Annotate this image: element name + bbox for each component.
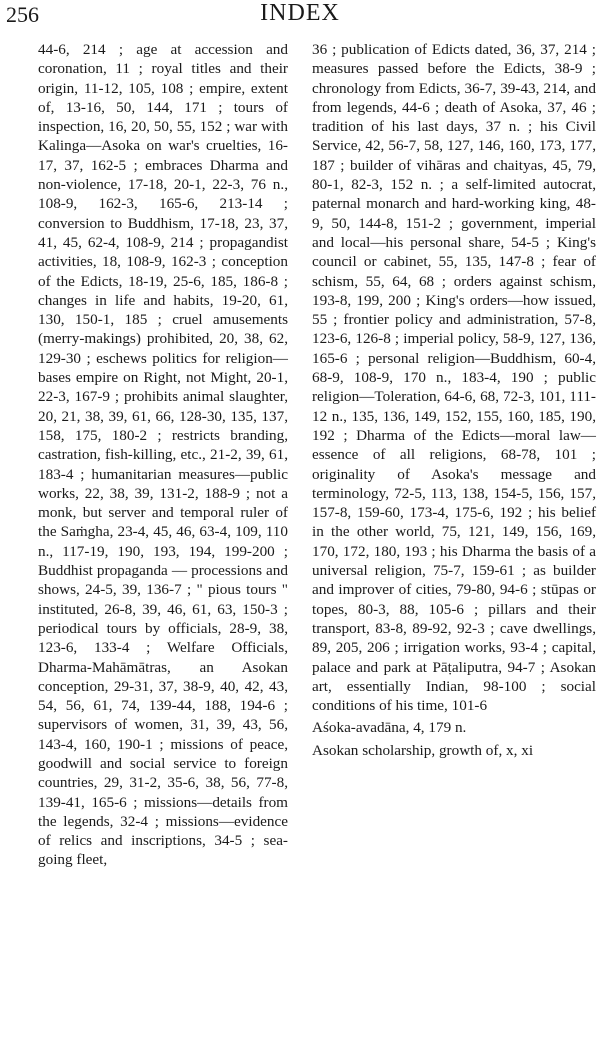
page-title: INDEX <box>260 0 340 26</box>
index-entry: Aśoka-avadāna, 4, 179 n. <box>312 719 467 737</box>
page-number: 256 <box>6 2 39 27</box>
page-header <box>0 0 600 34</box>
index-entry: Asokan scholarship, growth of, x, xi <box>312 741 534 759</box>
index-column-right <box>312 40 596 760</box>
index-entry-continuation: 44-6, 214 ; age at accession and coronation, 11 ; royal titles and their origin, 11-12, 105, 108 ; empire, extent of, 13-16, 50, 144, 171 ; tours of inspection, 16, 20, 50, 55, 152 ; war with Kalinga—Asoka on war's cruelties, 16-17, 37, 162-5 ; embraces Dharma and non-violence, 17-18, 20-1, 22-3, 76 n., 108-9, 162-3, 165-6, 213-14 ; conversion to Buddhism, 17-18, 23, 37, 41, 45, 62-4, 108-9, 214 ; propagandist activities, 18, 108-9, 162-3 ; conception of the Edicts, 18-19, 25-6, 185, 186-8 ; changes in life and habits, 19-20, 61, 130, 150-1, 185 ; cruel amusements (merry-makings) prohibited, 20, 38, 62, 129-30 ; eschews politics for religion—bases empire on Right, not Might, 20-1, 22-3, 167-9 ; prohibits animal slaughter, 20, 21, 38, 39, 61, 66, 128-30, 135, 137, 158, 175, 180-2 ; restricts branding, castration, fish-killing, etc., 21-2, 39, 61, 183-4 ; humanitarian measures—public works, 22, 38, 39, 131-2, 188-9 ; not a monk, but server and temporal ruler of the Saṁgha, 23-4, 45, 46, 63-4, 109, 110 n., 117-19, 190, 193, 194, 199-200 ; Buddhist propaganda — processions and shows, 24-5, 39, 136-7 ; " pious tours " instituted, 26-8, 39, 46, 61, 63, 150-3 ; periodical tours by officials, 28-9, 38, 123-6, 133-4 ; Welfare Officials, Dharma-Mahāmātras, an Asokan conception, 29-31, 37, 38-9, 40, 42, 43, 54, 56, 61, 74, 139-44, 188, 194-6 ; supervisors of women, 31, 39, 43, 56, 143-4, 160, 190-1 ; missions of peace, goodwill and social service to foreign countries, 29, 31-2, 35-6, 38, 56, 77-8, 139-41, 165-6 ; missions—details from the legends, 32-4 ; missions—evidence of relics and inscriptions, 34-5 ; sea-going fleet, <box>38 41 288 869</box>
index-entry-continuation: 36 ; publication of Edicts dated, 36, 37, 214 ; measures passed before the Edicts, 38-9 ; chronology from Edicts, 36-7, 39-43, 214, and from legends, 44-6 ; death of Asoka, 37, 46 ; tradition of his last days, 37 n. ; his Civil Service, 42, 56-7, 58, 127, 146, 160, 173, 177, 187 ; builder of vihāras and chaityas, 45, 79, 80-1, 82-3, 152 n. ; a self-limited autocrat, paternal monarch and hard-working king, 48-9, 50, 144-8, 151-2 ; government, imperial and local—his personal share, 54-5 ; King's council or cabinet, 55, 135, 147-8 ; fear of schism, 55, 64, 68 ; orders against schism, 193-8, 199, 200 ; King's orders—how issued, 55 ; frontier policy and administration, 57-8, 123-6, 126-8 ; imperial policy, 58-9, 127, 136, 165-6 ; personal religion—Buddhism, 60-4, 68-9, 108-9, 170 n., 183-4, 190 ; public religion—Toleration, 64-6, 68, 72-3, 101, 111-12 n., 135, 136, 149, 152, 155, 160, 185, 190, 192 ; Dharma of the Edicts—moral law—essence of all religions, 68-78, 101 ; originality of Asoka's message and terminology, 72-5, 113, 138, 154-5, 156, 157, 157-8, 159-60, 173-4, 175-6, 192 ; his belief in the other world, 75, 121, 149, 156, 169, 170, 172, 180, 193 ; his Dharma the basis of a universal religion, 75-7, 159-61 ; as builder and improver of cities, 79-80, 94-6 ; stūpas or topes, 80-3, 88, 105-6 ; pillars and their transport, 83-8, 89-92, 92-3 ; cave dwellings, 89, 205, 206 ; irrigation works, 93-4 ; capital, palace and park at Pāṭaliputra, 94-7 ; Asokan art, essentially Indian, 98-100 ; social conditions of his time, 101-6 <box>312 41 596 715</box>
index-column-left <box>38 40 288 870</box>
